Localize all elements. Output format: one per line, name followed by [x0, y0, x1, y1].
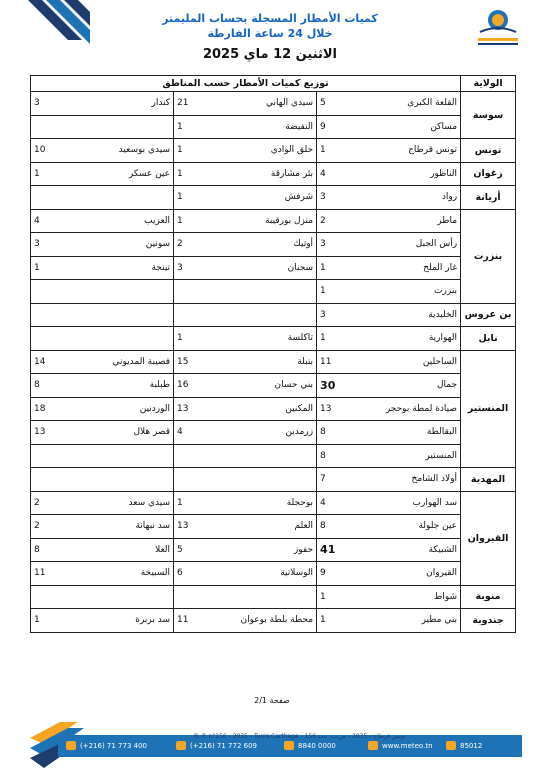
- station-name: سيدي بوسعيد: [79, 139, 174, 163]
- governorate-cell: نابل: [461, 327, 516, 351]
- rainfall-value: [174, 468, 222, 492]
- station-name: شرفش: [222, 186, 317, 210]
- rainfall-value: 41: [317, 538, 365, 562]
- web-icon: [368, 741, 378, 750]
- rainfall-value: 1: [174, 115, 222, 139]
- station-name: المنستير: [365, 444, 461, 468]
- rainfall-value: [174, 303, 222, 327]
- station-name: محطة بلطة بوعوان: [222, 609, 317, 633]
- station-name: [222, 468, 317, 492]
- rainfall-value: [31, 280, 79, 304]
- station-name: السبيخة: [79, 562, 174, 586]
- table-row: [31, 209, 516, 233]
- governorate-cell: زغوان: [461, 162, 516, 186]
- station-name: [222, 444, 317, 468]
- station-name: القلعة الكبرى: [365, 92, 461, 116]
- footer-phone-3: 8840 0000: [298, 742, 336, 750]
- rainfall-value: 11: [317, 350, 365, 374]
- station-name: [222, 585, 317, 609]
- rainfall-value: 4: [174, 421, 222, 445]
- call-center-icon: [284, 741, 294, 750]
- station-name: طبلبة: [79, 374, 174, 398]
- title-line-2: خلال 24 ساعة الفارطة: [207, 27, 333, 40]
- table-row: [31, 327, 516, 351]
- station-name: [79, 468, 174, 492]
- rainfall-value: 5: [174, 538, 222, 562]
- station-name: الهوارية: [365, 327, 461, 351]
- rainfall-value: [31, 327, 79, 351]
- rainfall-value: 7: [317, 468, 365, 492]
- rainfall-value: 1: [317, 139, 365, 163]
- station-name: كندار: [79, 92, 174, 116]
- rainfall-value: 3: [174, 256, 222, 280]
- station-name: المكنين: [222, 397, 317, 421]
- table-row: [31, 186, 516, 210]
- station-name: جمال: [365, 374, 461, 398]
- rainfall-value: 1: [317, 585, 365, 609]
- table-row: [31, 562, 516, 586]
- rainfall-value: 2: [317, 209, 365, 233]
- station-name: عين جلولة: [365, 515, 461, 539]
- rainfall-value: 14: [31, 350, 79, 374]
- rainfall-value: 2: [31, 491, 79, 515]
- station-name: سد الهوارب: [365, 491, 461, 515]
- fax-icon: [176, 741, 186, 750]
- rainfall-value: 4: [31, 209, 79, 233]
- rainfall-value: 1: [174, 327, 222, 351]
- footer-phone-2: (+216) 71 772 609: [190, 742, 257, 750]
- station-name: [79, 327, 174, 351]
- table-row: [31, 491, 516, 515]
- rainfall-value: 18: [31, 397, 79, 421]
- rainfall-value: 13: [174, 397, 222, 421]
- page-number: صفحة 2/1: [254, 696, 290, 705]
- table-row: [31, 233, 516, 257]
- governorate-cell: منوبة: [461, 585, 516, 609]
- governorate-cell: أريانة: [461, 186, 516, 210]
- station-name: بني حسان: [222, 374, 317, 398]
- rainfall-value: 21: [174, 92, 222, 116]
- rainfall-value: [31, 303, 79, 327]
- report-date: الاثنين 12 ماي 2025: [202, 47, 338, 62]
- table-row: [31, 139, 516, 163]
- rainfall-value: 1: [174, 209, 222, 233]
- table-row: [31, 256, 516, 280]
- station-name: سونين: [79, 233, 174, 257]
- rainfall-value: 8: [31, 374, 79, 398]
- station-name: رأس الجبل: [365, 233, 461, 257]
- rainfall-value: 30: [317, 374, 365, 398]
- station-name: ماطر: [365, 209, 461, 233]
- station-name: عين عسكر: [79, 162, 174, 186]
- station-name: [79, 186, 174, 210]
- rainfall-value: 10: [31, 139, 79, 163]
- station-name: البقالطة: [365, 421, 461, 445]
- station-name: قصر هلال: [79, 421, 174, 445]
- table-row: [31, 162, 516, 186]
- rainfall-value: 8: [31, 538, 79, 562]
- station-name: بني مطير: [365, 609, 461, 633]
- rainfall-value: 3: [317, 233, 365, 257]
- rainfall-value: 1: [31, 609, 79, 633]
- rainfall-value: 1: [317, 256, 365, 280]
- station-name: [79, 280, 174, 304]
- decorative-stripes-logo: [20, 0, 90, 48]
- station-name: [222, 303, 317, 327]
- governorate-cell: المهدية: [461, 468, 516, 492]
- station-name: سيدي سعد: [79, 491, 174, 515]
- station-name: تونس قرطاج: [365, 139, 461, 163]
- footer-address: B. P. n°156 - 2035 - Tunis Carthage - تونس قرطاج - 2035 - ص.ب. عدد 156: [194, 733, 406, 740]
- table-row: [31, 115, 516, 139]
- station-name: [79, 303, 174, 327]
- phone-icon: [66, 741, 76, 750]
- rainfall-value: 11: [31, 562, 79, 586]
- station-name: الساحلين: [365, 350, 461, 374]
- station-name: العلا: [79, 538, 174, 562]
- rainfall-value: 1: [317, 280, 365, 304]
- footer-code: 85012: [460, 742, 483, 750]
- rainfall-value: 1: [317, 327, 365, 351]
- rainfall-value: 5: [317, 92, 365, 116]
- station-name: غار الملح: [365, 256, 461, 280]
- table-row: [31, 350, 516, 374]
- governorate-cell: بن عروس: [461, 303, 516, 327]
- table-row: [31, 585, 516, 609]
- distribution-header: توزيع كميات الأمطار حسب المناطق: [31, 76, 461, 92]
- rainfall-value: 1: [174, 186, 222, 210]
- rainfall-table-body: [31, 92, 516, 633]
- rainfall-value: [31, 468, 79, 492]
- rainfall-value: 8: [317, 444, 365, 468]
- meteo-institute-logo: [470, 6, 526, 50]
- rainfall-value: 1: [174, 139, 222, 163]
- governorate-cell: المنستير: [461, 350, 516, 468]
- station-name: زرمدين: [222, 421, 317, 445]
- rainfall-value: 3: [31, 92, 79, 116]
- rainfall-value: [174, 444, 222, 468]
- station-name: سد نبهانة: [79, 515, 174, 539]
- rainfall-value: 1: [31, 162, 79, 186]
- governorate-cell: القيروان: [461, 491, 516, 585]
- rainfall-value: 2: [174, 233, 222, 257]
- station-name: تاكلسة: [222, 327, 317, 351]
- rainfall-value: [31, 585, 79, 609]
- station-name: بنبلة: [222, 350, 317, 374]
- rainfall-value: [31, 444, 79, 468]
- rainfall-value: 1: [31, 256, 79, 280]
- rainfall-value: 4: [317, 162, 365, 186]
- table-row: [31, 303, 516, 327]
- table-row: [31, 515, 516, 539]
- footer-website[interactable]: www.meteo.tn: [382, 742, 433, 750]
- station-name: تينجة: [79, 256, 174, 280]
- governorate-header: الولاية: [461, 76, 516, 92]
- station-name: الوسلاتية: [222, 562, 317, 586]
- rainfall-value: 9: [317, 115, 365, 139]
- station-name: الخليدية: [365, 303, 461, 327]
- rainfall-value: 1: [317, 609, 365, 633]
- station-name: سد بربرة: [79, 609, 174, 633]
- rainfall-value: 2: [31, 515, 79, 539]
- table-row: [31, 374, 516, 398]
- station-name: صيادة لمطة بوحجر: [365, 397, 461, 421]
- rainfall-value: 3: [317, 186, 365, 210]
- station-name: بئر مشارقة: [222, 162, 317, 186]
- station-name: أوتيك: [222, 233, 317, 257]
- table-row: [31, 397, 516, 421]
- station-name: سجنان: [222, 256, 317, 280]
- rainfall-value: 11: [174, 609, 222, 633]
- rainfall-value: [174, 585, 222, 609]
- governorate-cell: تونس: [461, 139, 516, 163]
- rainfall-value: 8: [317, 421, 365, 445]
- station-name: [79, 115, 174, 139]
- station-name: النفيضة: [222, 115, 317, 139]
- table-row: [31, 444, 516, 468]
- station-name: منزل بورقيبة: [222, 209, 317, 233]
- rainfall-value: 16: [174, 374, 222, 398]
- station-name: بوحجلة: [222, 491, 317, 515]
- station-name: العزيب: [79, 209, 174, 233]
- station-name: رواد: [365, 186, 461, 210]
- rainfall-table: [30, 75, 516, 633]
- governorate-cell: جندوبة: [461, 609, 516, 633]
- station-name: سيدي الهاني: [222, 92, 317, 116]
- rainfall-value: 13: [317, 397, 365, 421]
- rainfall-value: 13: [174, 515, 222, 539]
- table-row: [31, 538, 516, 562]
- rainfall-value: 4: [317, 491, 365, 515]
- station-name: القيروان: [365, 562, 461, 586]
- governorate-cell: سوسة: [461, 92, 516, 139]
- title-line-1: كميات الأمطار المسجلة بحساب المليمتر: [162, 12, 378, 25]
- station-name: [79, 444, 174, 468]
- rainfall-value: [31, 186, 79, 210]
- station-name: قصيبة المديوني: [79, 350, 174, 374]
- rainfall-value: 3: [31, 233, 79, 257]
- station-name: [79, 585, 174, 609]
- station-name: العلم: [222, 515, 317, 539]
- station-name: أولاد الشامخ: [365, 468, 461, 492]
- table-row: [31, 609, 516, 633]
- governorate-cell: بنزرت: [461, 209, 516, 303]
- rainfall-value: 9: [317, 562, 365, 586]
- rainfall-value: 3: [317, 303, 365, 327]
- sms-icon: [446, 741, 456, 750]
- station-name: حلق الوادي: [222, 139, 317, 163]
- rainfall-value: 6: [174, 562, 222, 586]
- station-name: الشبيكة: [365, 538, 461, 562]
- rainfall-value: [174, 280, 222, 304]
- rainfall-value: 1: [174, 162, 222, 186]
- rainfall-value: 8: [317, 515, 365, 539]
- rainfall-value: [31, 115, 79, 139]
- station-name: الناظور: [365, 162, 461, 186]
- station-name: [222, 280, 317, 304]
- rainfall-value: 1: [174, 491, 222, 515]
- station-name: الوردنين: [79, 397, 174, 421]
- table-row: [31, 280, 516, 304]
- station-name: حفوز: [222, 538, 317, 562]
- station-name: مساكن: [365, 115, 461, 139]
- table-row: [31, 468, 516, 492]
- table-row: [31, 421, 516, 445]
- station-name: بنزرت: [365, 280, 461, 304]
- rainfall-value: 15: [174, 350, 222, 374]
- station-name: شواط: [365, 585, 461, 609]
- footer-phone-1: (+216) 71 773 400: [80, 742, 147, 750]
- rainfall-value: 13: [31, 421, 79, 445]
- table-row: [31, 92, 516, 116]
